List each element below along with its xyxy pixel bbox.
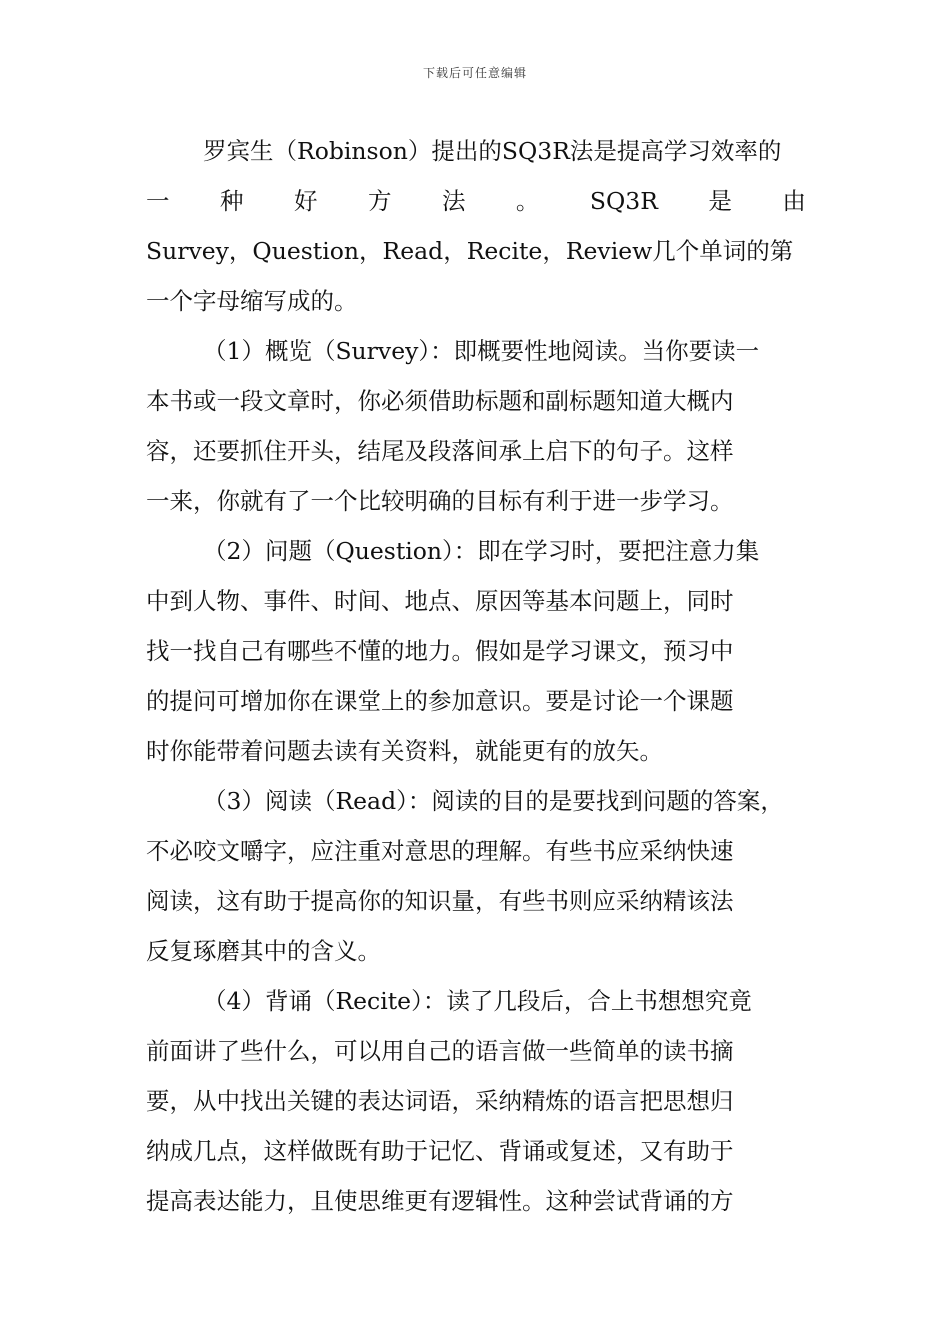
justified-word: 由 [782,187,806,215]
paragraph-question-line-4: 的提问可增加你在课堂上的参加意识。要是讨论一个课题 [146,687,734,715]
justified-word: 。 [515,187,540,215]
page-header-note: 下载后可任意编辑 [422,66,527,80]
paragraph-question-line-5: 时你能带着问题去读有关资料，就能更有的放矢。 [146,737,663,765]
paragraph-intro-line-2 [146,176,806,226]
paragraph-recite-line-4: 纳成几点，这样做既有助于记忆、背诵或复述，又有助于 [146,1137,734,1165]
paragraph-recite-line-2: 前面讲了些什么，可以用自己的语言做一些简单的读书摘 [146,1037,734,1065]
justified-word: 好 [293,187,318,215]
paragraph-survey-line-2: 本书或一段文章时，你必须借助标题和副标题知道大概内 [146,387,734,415]
justified-word: 一 [146,187,170,215]
paragraph-survey-line-4: 一来，你就有了一个比较明确的目标有利于进一步学习。 [146,487,734,515]
paragraph-read-line-3: 阅读，这有助于提高你的知识量，有些书则应采纳精该法 [146,887,734,915]
justified-word: 是 [708,187,732,215]
paragraph-question-line-1: （2）问题（Question）：即在学习时，要把注意力集 [203,537,760,565]
paragraph-intro-line-4: 一个字母缩写成的。 [146,287,358,315]
paragraph-intro-line-1: 罗宾生（Robinson）提出的SQ3R法是提高学习效率的 [203,137,782,165]
document-body [146,126,806,1226]
paragraph-survey-line-1: （1）概览（Survey）：即概要性地阅读。当你要读一 [203,337,760,365]
justified-word: SQ3R [589,187,658,215]
paragraph-read-line-4: 反复琢磨其中的含义。 [146,937,381,965]
paragraph-recite-line-3: 要，从中找出关键的表达词语，采纳精炼的语言把思想归 [146,1087,734,1115]
justified-word: 种 [219,187,244,215]
paragraph-read-line-2: 不必咬文嚼字，应注重对意思的理解。有些书应采纳快速 [146,837,734,865]
justified-word: 方 [367,187,392,215]
paragraph-read-line-1: （3）阅读（Read）：阅读的目的是要找到问题的答案， [203,787,784,815]
justified-word: 法 [441,187,466,215]
paragraph-recite-line-1: （4）背诵（Recite）：读了几段后，合上书想想究竟 [203,987,752,1015]
paragraph-question-line-2: 中到人物、事件、时间、地点、原因等基本问题上，同时 [146,587,734,615]
paragraph-recite-line-5: 提高表达能力，且使思维更有逻辑性。这种尝试背诵的方 [146,1187,734,1215]
paragraph-survey-line-3: 容，还要抓住开头，结尾及段落间承上启下的句子。这样 [146,437,734,465]
paragraph-question-line-3: 找一找自己有哪些不懂的地力。假如是学习课文，预习中 [146,637,734,665]
paragraph-intro-line-3: Survey，Question，Read，Recite，Review几个单词的第 [146,237,794,265]
